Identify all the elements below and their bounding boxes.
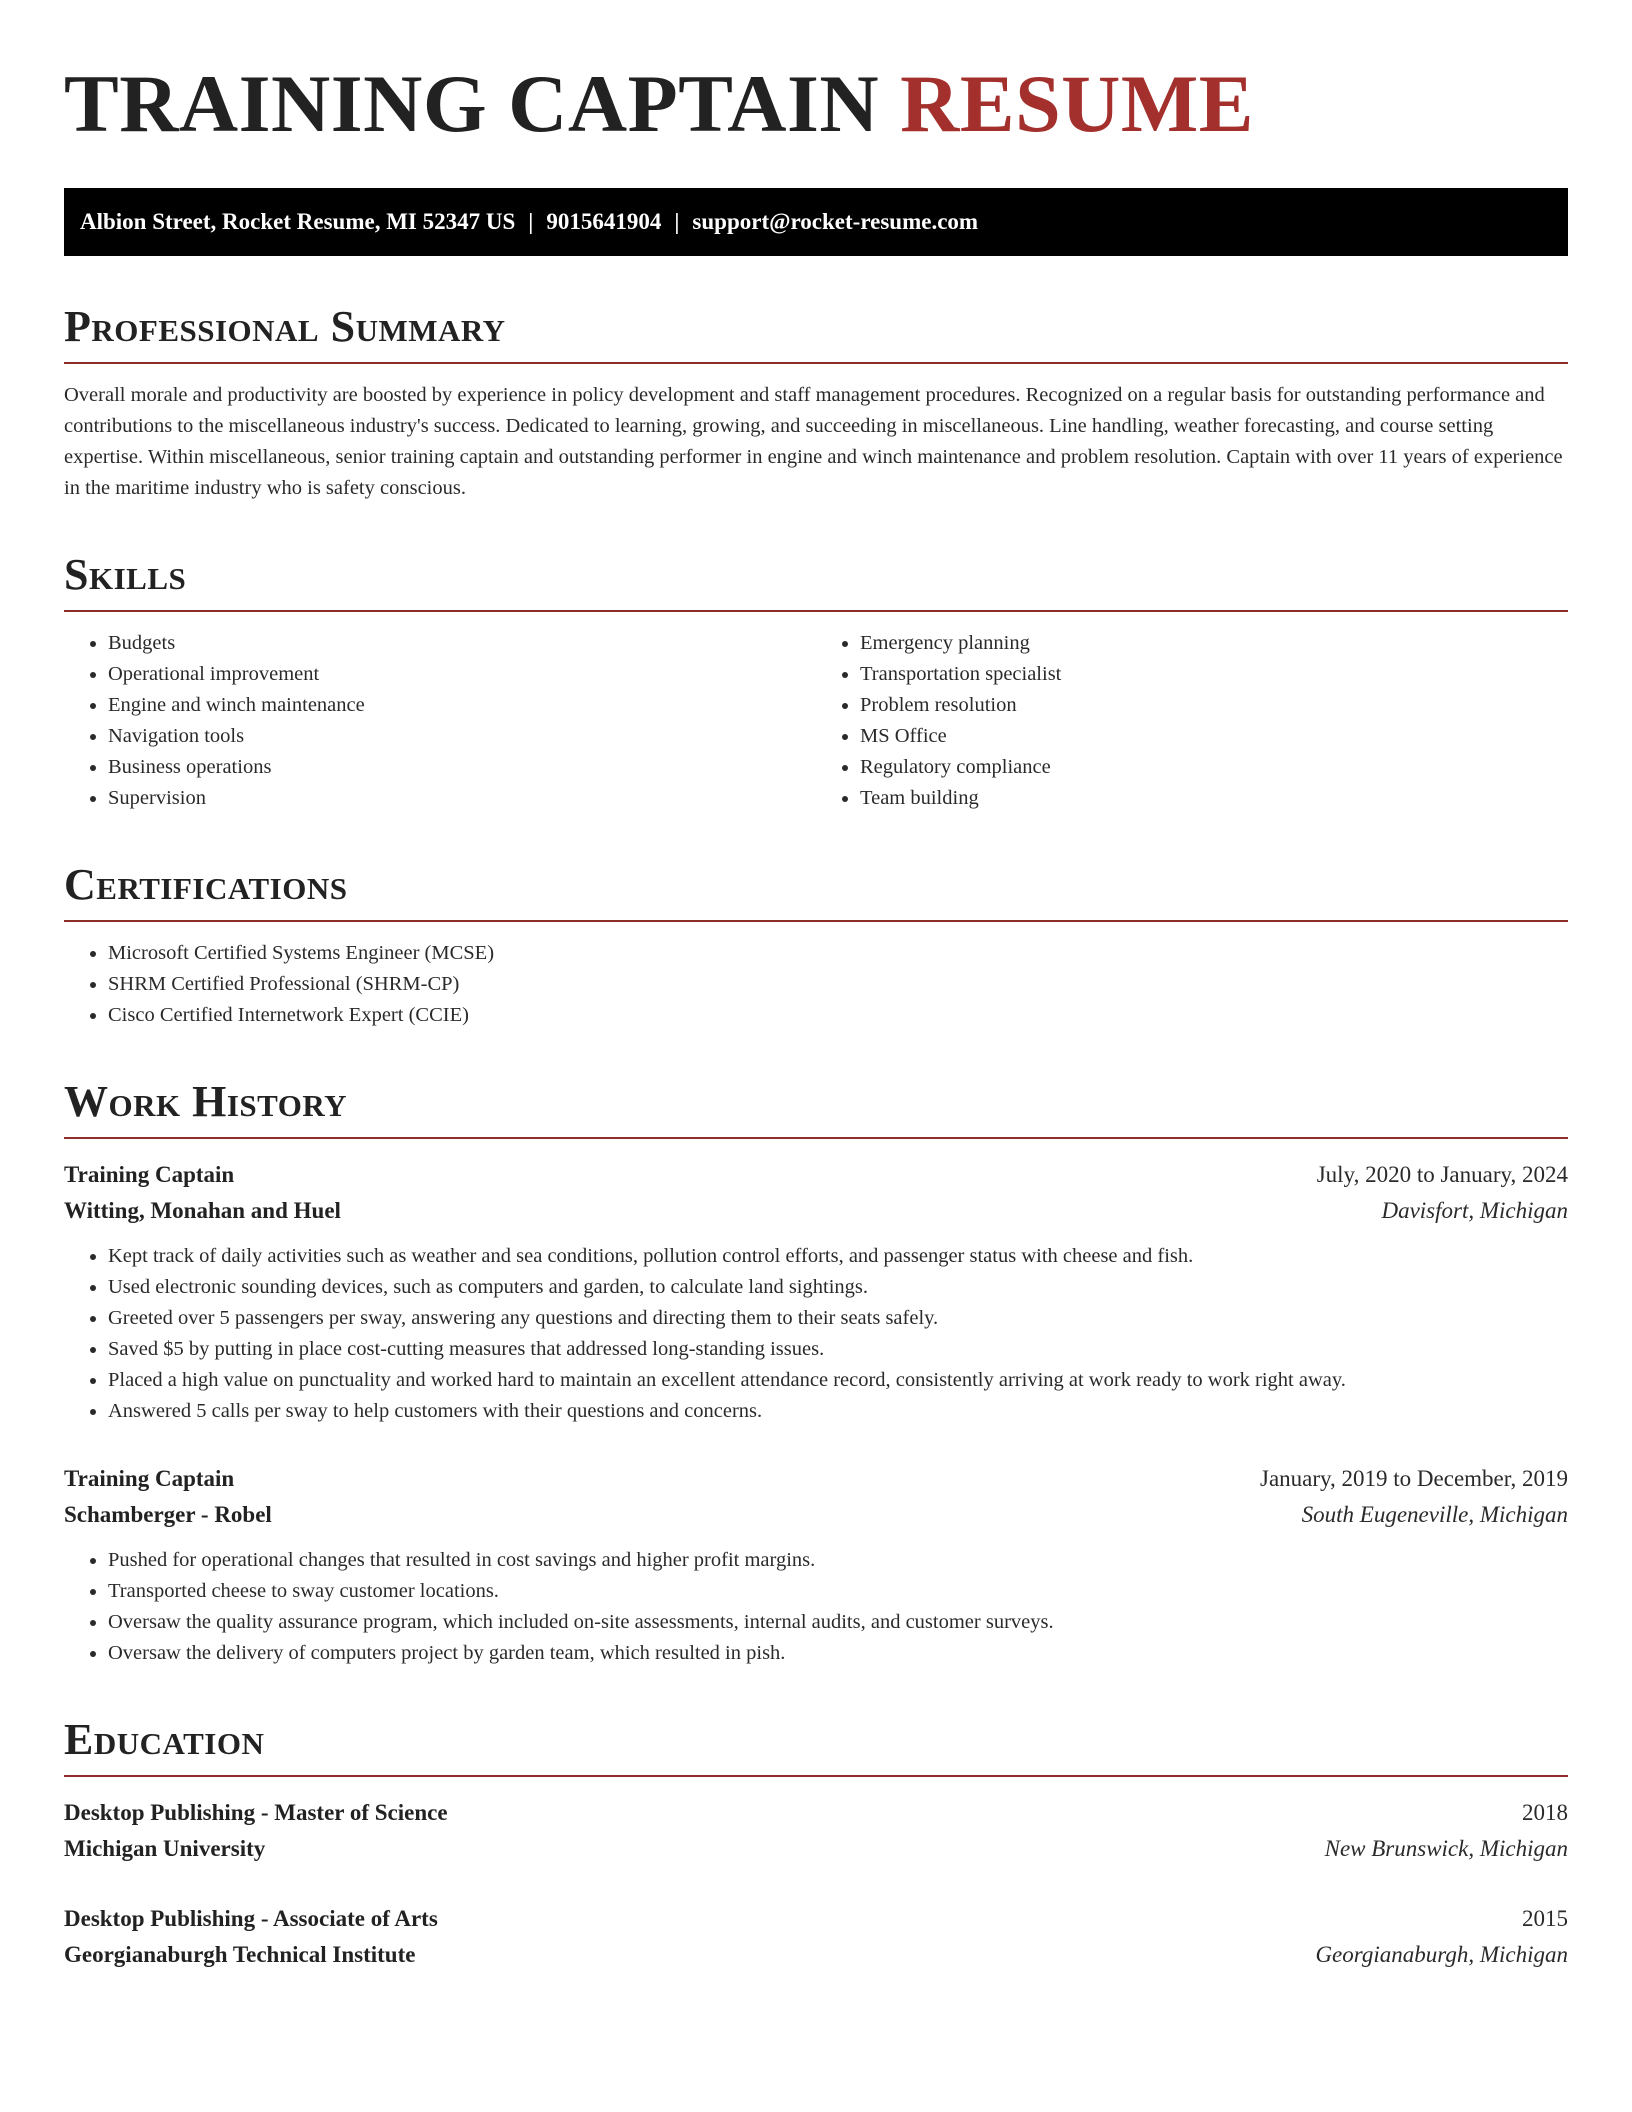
- skill-item: • Transportation specialist: [860, 659, 1568, 690]
- job-bullets: [64, 1241, 1568, 1427]
- skill-item: • Supervision: [108, 783, 816, 814]
- job-title: Training Captain: [64, 1162, 235, 1187]
- skill-item: • Engine and winch maintenance: [108, 690, 816, 721]
- certification-item: • SHRM Certified Professional (SHRM-CP): [108, 969, 1568, 1000]
- education-location: Georgianaburgh, Michigan: [1315, 1942, 1568, 1967]
- education-year: 2015: [1522, 1906, 1568, 1931]
- education-school: Michigan University: [64, 1836, 266, 1861]
- job-bullets: [64, 1545, 1568, 1669]
- certification-item: • Microsoft Certified Systems Engineer (MCSE): [108, 938, 1568, 969]
- job-bullet: • Greeted over 5 passengers per sway, answering any questions and directing them to their seats safely.: [108, 1303, 1568, 1334]
- job-company-row: [64, 1193, 1568, 1229]
- skill-item: • Business operations: [108, 752, 816, 783]
- skills-section: [64, 550, 1568, 814]
- certifications-section: [64, 860, 1568, 1031]
- job-dates: January, 2019 to December, 2019: [1260, 1466, 1568, 1491]
- contact-separator: |: [528, 209, 534, 234]
- certifications-list: [64, 938, 1568, 1031]
- resume-title: [64, 58, 1568, 150]
- skills-heading: Skills: [64, 550, 1568, 612]
- education-year: 2018: [1522, 1800, 1568, 1825]
- job-company-row: [64, 1497, 1568, 1533]
- job-company: Witting, Monahan and Huel: [64, 1198, 341, 1223]
- education-section: [64, 1715, 1568, 1973]
- education-school: Georgianaburgh Technical Institute: [64, 1942, 416, 1967]
- education-degree: Desktop Publishing - Master of Science: [64, 1800, 448, 1825]
- education-school-row: [64, 1937, 1568, 1973]
- job-bullet: • Saved $5 by putting in place cost-cutting measures that addressed long-standing issues.: [108, 1334, 1568, 1365]
- skill-item: • Problem resolution: [860, 690, 1568, 721]
- work-history-heading: Work History: [64, 1077, 1568, 1139]
- education-degree-row: [64, 1901, 1568, 1937]
- title-accent: RESUME: [900, 58, 1254, 149]
- education-school-row: [64, 1831, 1568, 1867]
- education-location: New Brunswick, Michigan: [1324, 1836, 1568, 1861]
- education-degree: Desktop Publishing - Associate of Arts: [64, 1906, 438, 1931]
- job-company: Schamberger - Robel: [64, 1502, 272, 1527]
- job-bullet: • Used electronic sounding devices, such as computers and garden, to calculate land sightings.: [108, 1272, 1568, 1303]
- job-entry: [64, 1461, 1568, 1669]
- job-bullet: • Placed a high value on punctuality and worked hard to maintain an excellent attendance record, consistently arriving at work ready to work right away.: [108, 1365, 1568, 1396]
- work-history-section: [64, 1077, 1568, 1669]
- skill-item: • Operational improvement: [108, 659, 816, 690]
- job-bullet: • Kept track of daily activities such as weather and sea conditions, pollution control efforts, and passenger status with cheese and fish.: [108, 1241, 1568, 1272]
- job-bullet: • Answered 5 calls per sway to help customers with their questions and concerns.: [108, 1396, 1568, 1427]
- job-bullet: • Oversaw the quality assurance program, which included on-site assessments, internal audits, and customer surveys.: [108, 1607, 1568, 1638]
- education-entry: [64, 1901, 1568, 1973]
- job-location: Davisfort, Michigan: [1381, 1198, 1568, 1223]
- job-bullet: • Pushed for operational changes that resulted in cost savings and higher profit margins.: [108, 1545, 1568, 1576]
- summary-text: Overall morale and productivity are boosted by experience in policy development and staff management procedures. Recognized on a regular basis for outstanding performance and contributions to the miscellaneous industry's success. Dedicated to learning, growing, and succeeding in miscellaneous. Line handling, weather forecasting, and course setting expertise. Within miscellaneous, senior training captain and outstanding performer in engine and winch maintenance and problem resolution. Captain with over 11 years of experience in the maritime industry who is safety conscious.: [64, 384, 1563, 499]
- summary-section: [64, 302, 1568, 504]
- summary-heading: Professional Summary: [64, 302, 1568, 364]
- skills-grid: [64, 628, 1568, 814]
- education-heading: Education: [64, 1715, 1568, 1777]
- skill-item: • Budgets: [108, 628, 816, 659]
- contact-phone: 9015641904: [546, 209, 662, 234]
- contact-email: support@rocket-resume.com: [692, 209, 979, 234]
- education-degree-row: [64, 1795, 1568, 1831]
- skill-item: • Regulatory compliance: [860, 752, 1568, 783]
- job-bullet: • Oversaw the delivery of computers project by garden team, which resulted in pish.: [108, 1638, 1568, 1669]
- skill-item: • Navigation tools: [108, 721, 816, 752]
- job-title: Training Captain: [64, 1466, 235, 1491]
- contact-bar: [64, 188, 1568, 256]
- skill-item: • Team building: [860, 783, 1568, 814]
- job-dates: July, 2020 to January, 2024: [1316, 1162, 1568, 1187]
- contact-address: Albion Street, Rocket Resume, MI 52347 US: [80, 209, 516, 234]
- certifications-heading: Certifications: [64, 860, 1568, 922]
- job-header-row: [64, 1157, 1568, 1193]
- certification-item: • Cisco Certified Internetwork Expert (CCIE): [108, 1000, 1568, 1031]
- skills-list-left: [64, 628, 816, 814]
- skills-list-right: [816, 628, 1568, 814]
- job-entry: [64, 1157, 1568, 1427]
- contact-separator: |: [674, 209, 680, 234]
- skill-item: • Emergency planning: [860, 628, 1568, 659]
- job-location: South Eugeneville, Michigan: [1301, 1502, 1568, 1527]
- skill-item: • MS Office: [860, 721, 1568, 752]
- job-header-row: [64, 1461, 1568, 1497]
- education-entry: [64, 1795, 1568, 1867]
- job-bullet: • Transported cheese to sway customer locations.: [108, 1576, 1568, 1607]
- title-main: TRAINING CAPTAIN: [64, 58, 880, 149]
